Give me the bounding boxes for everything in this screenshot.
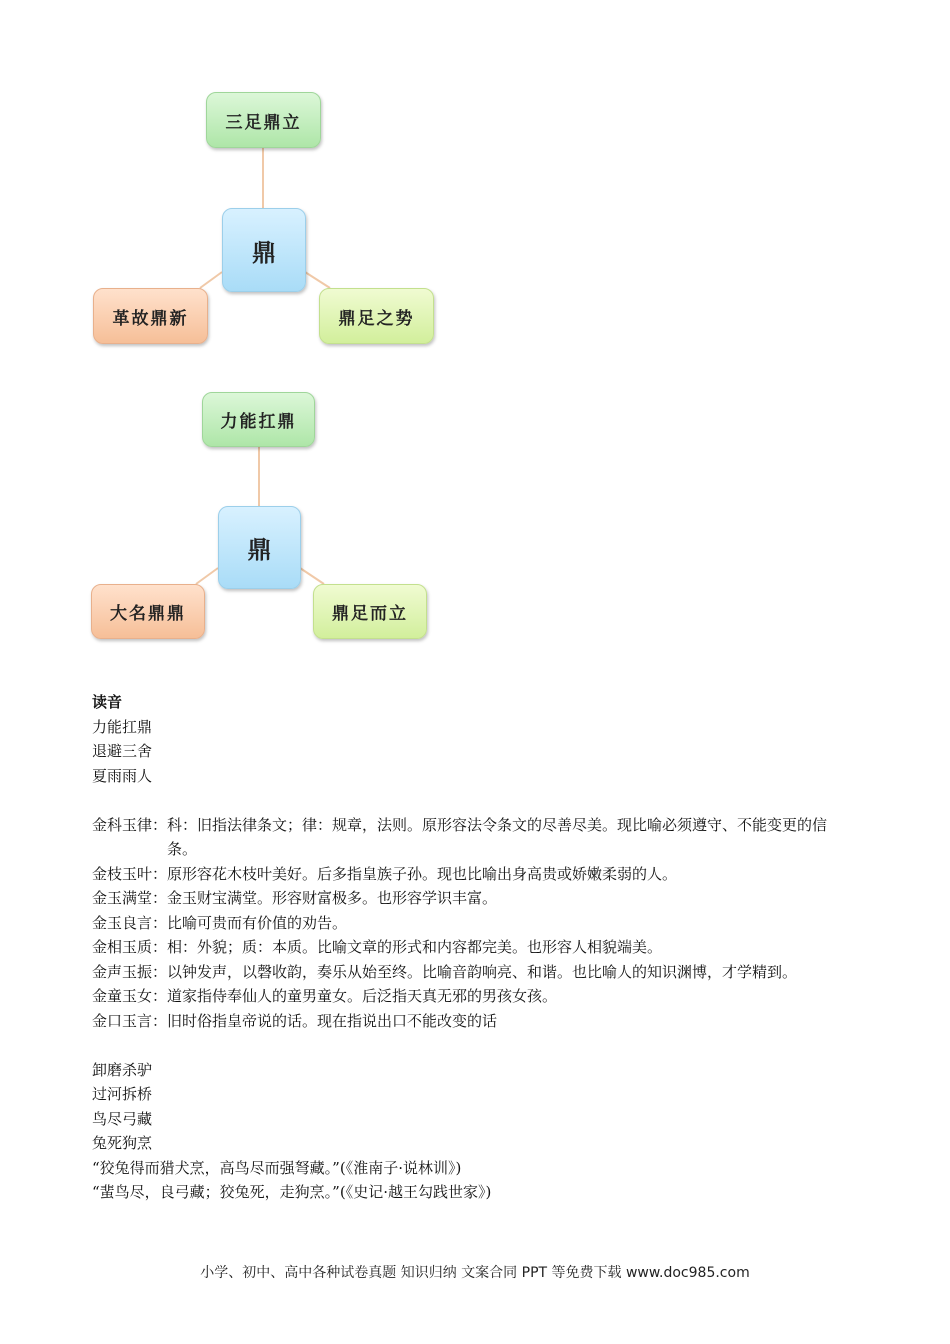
idiom-term: 金玉满堂： xyxy=(92,889,168,907)
diagram1-right-node: 鼎足之势 xyxy=(319,288,434,344)
diagram1-top-node: 三足鼎立 xyxy=(206,92,321,148)
idiom-list-item: 过河拆桥 xyxy=(92,1085,153,1103)
reading-item: 夏雨雨人 xyxy=(92,766,153,785)
diagram2-center-node: 鼎 xyxy=(218,506,301,589)
idiom-definition: 比喻可贵而有价值的劝告。 xyxy=(167,913,348,932)
idiom-list-item: 兔死狗烹 xyxy=(92,1134,153,1152)
idiom-entry xyxy=(92,935,852,960)
idiom-definition: 道家指侍奉仙人的童男童女。后泛指天真无邪的男孩女孩。 xyxy=(167,987,558,1005)
idiom-entry xyxy=(92,984,852,1009)
idiom-term: 金科玉律： xyxy=(92,815,168,834)
diagram1-left-node: 革故鼎新 xyxy=(93,288,208,344)
diagram2-top-node: 力能扛鼎 xyxy=(202,392,315,447)
connector-1-left xyxy=(200,272,222,288)
idiom-term: 金童玉女： xyxy=(92,987,168,1005)
diagram2-right-node: 鼎足而立 xyxy=(313,584,427,639)
diagram1-center-node: 鼎 xyxy=(222,208,306,292)
idiom-term: 金声玉振： xyxy=(92,962,168,981)
idiom-entry xyxy=(92,960,852,985)
idiom-definition: 以钟发声，以磬收韵，奏乐从始至终。比喻音韵响亮、和谐。也比喻人的知识渊博，才学精到。 xyxy=(167,962,798,981)
connector-2-left xyxy=(196,568,218,584)
idiom-list-item: 卸磨杀驴 xyxy=(92,1060,153,1079)
diagram2-left-node: 大名鼎鼎 xyxy=(91,584,205,639)
idiom-term: 金口玉言： xyxy=(92,1011,168,1030)
connector-1-right xyxy=(305,272,330,288)
idiom-definition: 旧时俗指皇帝说的话。现在指说出口不能改变的话 xyxy=(167,1011,498,1030)
idiom-entry xyxy=(92,813,852,862)
idiom-entry xyxy=(92,886,852,911)
idiom-definition: 科：旧指法律条文；律：规章，法则。原形容法令条文的尽善尽美。现比喻必须遵守、不能变更的信条。 xyxy=(167,815,828,858)
idiom-definition: 相：外貌；质：本质。比喻文章的形式和内容都完美。也形容人相貌端美。 xyxy=(167,938,663,956)
section-heading: 读音 xyxy=(92,693,123,711)
idiom-definition: 原形容花木枝叶美好。后多指皇族子孙。现也比喻出身高贵或娇嫩柔弱的人。 xyxy=(167,864,678,883)
idiom-term: 金玉良言： xyxy=(92,913,168,932)
connector-2-right xyxy=(300,568,324,584)
idiom-list-item: 鸟尽弓藏 xyxy=(92,1109,153,1128)
quote-line: “狡兔得而猎犬烹，高鸟尽而强弩藏。”(《淮南子·说林训》) xyxy=(92,1158,462,1177)
idiom-entry xyxy=(92,1009,852,1034)
idiom-entry xyxy=(92,862,852,887)
idiom-term: 金枝玉叶： xyxy=(92,864,168,883)
quote-line: “蜚鸟尽，良弓藏；狡兔死，走狗烹。”(《史记·越王勾践世家》) xyxy=(92,1183,492,1201)
page-footer: 小学、初中、高中各种试卷真题 知识归纳 文案合同 PPT 等免费下载 www.doc985.com xyxy=(200,1265,750,1281)
reading-item: 退避三舍 xyxy=(92,742,153,760)
idiom-definition: 金玉财宝满堂。形容财富极多。也形容学识丰富。 xyxy=(167,889,498,907)
idiom-entry xyxy=(92,911,852,936)
document-body xyxy=(92,690,852,1205)
idiom-term: 金相玉质： xyxy=(92,938,168,956)
reading-item: 力能扛鼎 xyxy=(92,717,153,736)
